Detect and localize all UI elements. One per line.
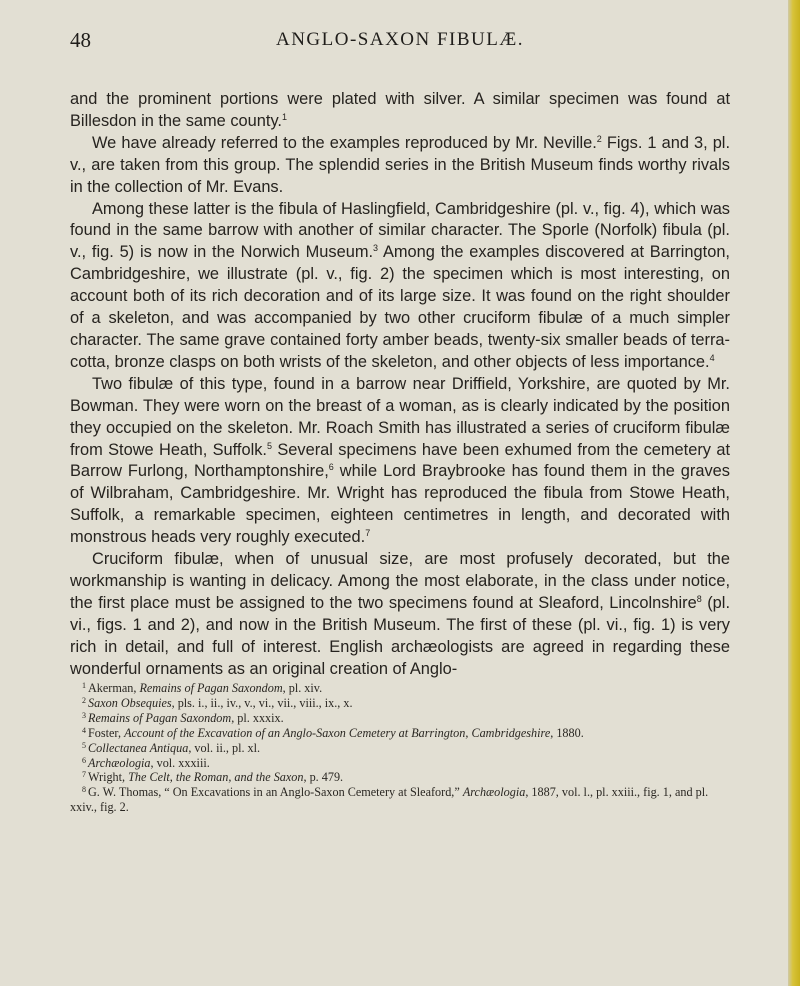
paragraph [70,89,730,133]
footnote-text: , vol. xxxiii. [150,755,210,770]
paragraph-text: Among these latter is the fibula of Haslingfield, Cambridgeshire (pl. v., fig. 4), which was found in the same barrow with another of similar character. The Sporle (Norfolk) fibula (pl. v., fig. 5) is now in the Norwich Museum. [70,199,730,262]
italic-title: The Celt, the Roman, and the Saxon [128,770,304,785]
footnote-number: 2 [82,695,86,705]
footnote-text: , vol. ii., pl. xl. [188,740,261,755]
italic-title: Archæologia [88,755,151,770]
footnote-number: 6 [82,755,86,765]
footnote-text: , 1887, vol. l., pl. xxiii., fig. 1, and pl. xxiv., fig. 2. [70,785,709,815]
footnote-reference: 4 [709,352,715,363]
footnote [70,696,730,711]
paragraph-text: Cruciform fibulæ, when of unusual size, are most profusely decorated, but the workmanship is wanting in delicacy. Among the most elaborate, in the class under notice, the first place must be assigned to the two specimens found at Sleaford, Lincolnshire [70,550,730,612]
page-edge [788,0,800,986]
footnote [70,681,730,696]
footnote-text: Akerman, [88,681,140,695]
paragraph [70,133,730,199]
paragraph-text: and the prominent portions were plated with silver. A similar specimen was found at Billesdon in the same county. [70,90,730,130]
footnote-text: , 1880. [550,725,584,740]
italic-title: Remains of Pagan Saxondom [139,681,283,695]
footnote-number: 3 [82,710,86,720]
paragraph [70,374,730,549]
italic-title: Remains of Pagan Saxondom [88,710,232,725]
footnote-text: , pl. xxxix. [231,710,284,725]
footnote-text: , pls. i., ii., iv., v., vi., vii., viii., ix., x. [171,695,353,710]
footnote [70,741,730,756]
footnote-reference: 3 [373,243,379,254]
footnote-reference: 1 [281,111,287,122]
paragraph-text: (pl. vi., figs. 1 and 2), and now in the British Museum. The first of these (pl. vi., fig. 1) is very rich in detail, and full of interest. English archæologists are agreed in regarding these wonderful ornaments as an original creation of Anglo- [70,593,730,678]
paragraph-text: Two fibulæ of this type, found in a barrow near Driffield, Yorkshire, are quoted by Mr. Bowman. They were worn on the breast of a woman, as is clearly indicated by the position they occupied on the skeleton. Mr. Roach Smith has illustrated a series of cruciform fibulæ from Stowe Heath, Suffolk. [70,374,730,459]
page-header [70,28,730,56]
footnote [70,785,730,815]
footnote [70,711,730,726]
footnote-number: 8 [82,785,86,795]
paragraph-text: Several specimens have been exhumed from the cemetery at Barrow Furlong, Northamptonshire, [70,440,730,481]
paragraph-text: Figs. 1 and 3, pl. v., are taken from this group. The splendid series in the British Museum finds worthy rivals in the collection of Mr. Evans. [70,133,731,196]
body-text [70,89,730,680]
footnote-number: 1 [82,681,86,690]
italic-title: Saxon Obsequies [88,695,172,710]
paragraph-text: while Lord Braybrooke has found them in the graves of Wilbraham, Cambridgeshire. Mr. Wright has reproduced the fibula from Stowe Heath, Suffolk, a remarkable specimen, eighteen centimetres in length, and decorated with monstrous heads very roughly executed. [70,462,730,547]
running-title: ANGLO-SAXON FIBULÆ. [275,29,525,50]
footnote-text: Wright, [88,770,129,785]
footnote-reference: 2 [596,133,602,144]
footnotes [70,681,730,815]
page-number: 48 [70,28,91,52]
footnote-number: 5 [82,740,86,750]
paragraph-text: Among the examples discovered at Barrington, Cambridgeshire, we illustrate (pl. v., fig. 2) the specimen which is most interesting, on account both of its rich decoration and of its large size. It was found on the right shoulder of a skeleton, and was accompanied by two other cruciform fibulæ of a much simpler character. The same grave contained forty amber beads, twenty-six smaller beads of terra-cotta, bronze clasps on both wrists of the skeleton, and other objects of less importance. [70,243,730,371]
footnote [70,770,730,785]
footnote-reference: 6 [328,462,334,473]
footnote-text: , p. 479. [303,770,344,785]
footnote-number: 4 [82,725,86,735]
italic-title: Account of the Excavation of an Anglo-Saxon Cemetery at Barrington, Cambridgeshire [124,725,551,740]
footnote-text: , pl. xiv. [282,681,323,695]
footnote-reference: 8 [696,593,702,604]
footnote [70,726,730,741]
paragraph-text: We have already referred to the examples reproduced by Mr. Neville. [92,133,597,152]
paragraph [70,199,730,374]
footnote-reference: 7 [365,528,371,539]
footnote-reference: 5 [267,440,273,451]
footnote-text: G. W. Thomas, “ On Excavations in an Anglo-Saxon Cemetery at Sleaford,” [88,785,463,800]
footnote [70,756,730,771]
paragraph [70,549,730,680]
footnote-text: Foster, [88,725,125,740]
footnote-number: 7 [82,770,86,780]
italic-title: Archæologia [462,785,526,800]
italic-title: Collectanea Antiqua [88,740,189,755]
